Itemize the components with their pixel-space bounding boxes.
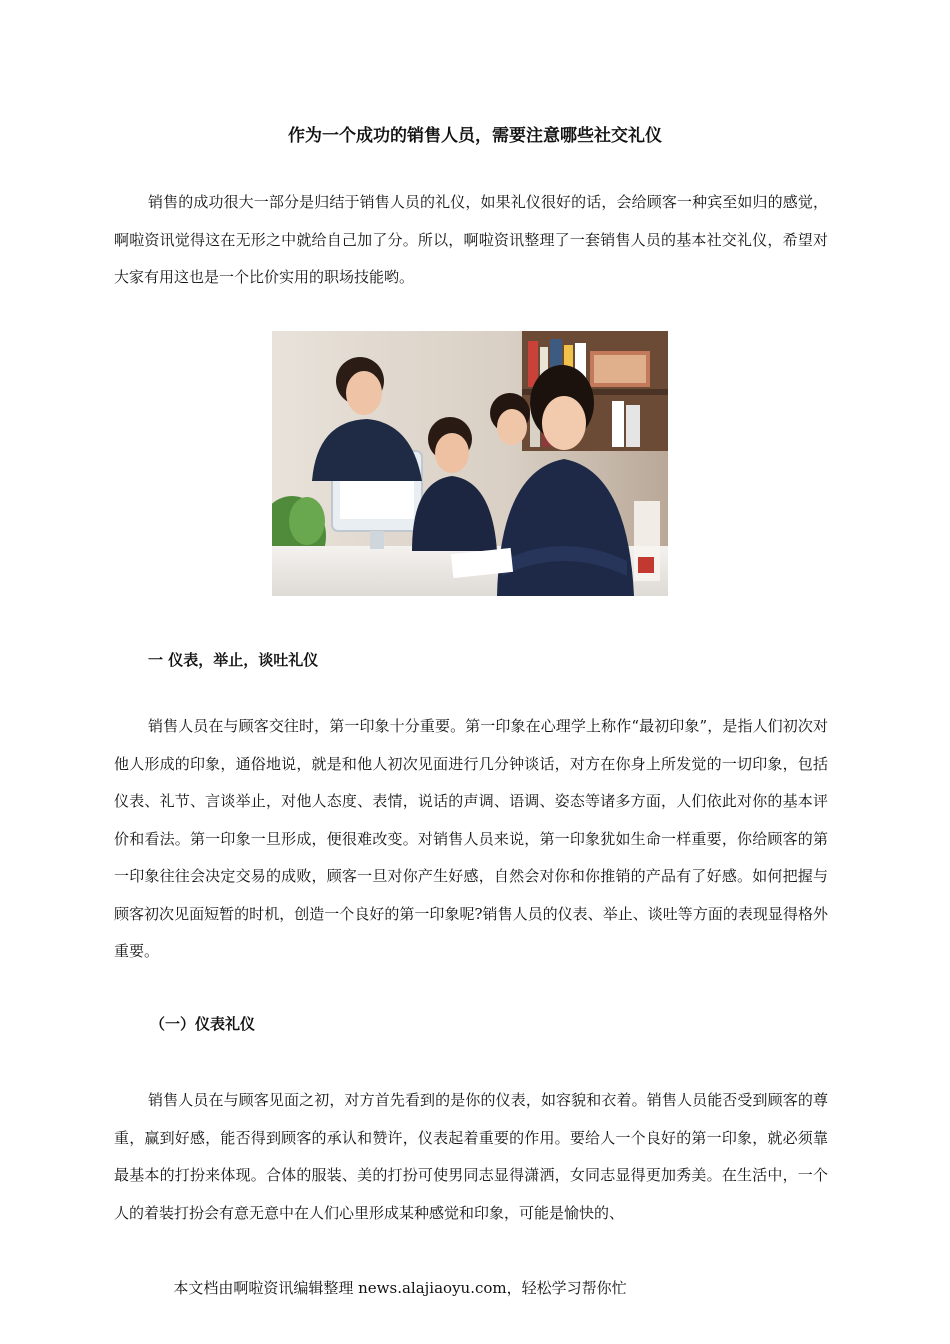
document-title: 作为一个成功的销售人员，需要注意哪些社交礼仪 xyxy=(288,126,662,146)
office-team-photo xyxy=(272,331,668,596)
intro-paragraph: 销售的成功很大一部分是归结于销售人员的礼仪，如果礼仪很好的话，会给顾客一种宾至如归的感觉，啊啦资讯觉得这在无形之中就给自己加了分。所以，啊啦资讯整理了一套销售人员的基本社交礼仪，希望对大家有用这也是一个比价实用的职场技能哟。 xyxy=(114,193,828,286)
page-footer: 本文档由啊啦资讯编辑整理 news.alajiaoyu.com，轻松学习帮你忙 xyxy=(173,1279,627,1297)
subsection-heading-1: （一）仪表礼仪 xyxy=(150,1015,256,1033)
section-heading-1: 一 仪表，举止，谈吐礼仪 xyxy=(148,651,319,669)
photo-illustration xyxy=(272,331,668,596)
subsection-1-paragraph: 销售人员在与顾客见面之初，对方首先看到的是你的仪表，如容貌和衣着。销售人员能否受到顾客的尊重，赢到好感，能否得到顾客的承认和赞许，仪表起着重要的作用。要给人一个良好的第一印象，就必须靠最基本的打扮来体现。合体的服装、美的打扮可使男同志显得潇洒，女同志显得更加秀美。在生活中，一个人的着装打扮会有意无意中在人们心里形成某种感觉和印象，可能是愉快的、 xyxy=(114,1091,828,1222)
section-1-paragraph: 销售人员在与顾客交往时，第一印象十分重要。第一印象在心理学上称作“最初印象”，是指人们初次对他人形成的印象，通俗地说，就是和他人初次见面进行几分钟谈话，对方在你身上所发觉的一切印象，包括仪表、礼节、言谈举止，对他人态度、表情，说话的声调、语调、姿态等诸多方面，人们依此对你的基本评价和看法。第一印象一旦形成，便很难改变。对销售人员来说，第一印象犹如生命一样重要，你给顾客的第一印象往往会决定交易的成败，顾客一旦对你产生好感，自然会对你和你推销的产品有了好感。如何把握与顾客初次见面短暂的时机，创造一个良好的第一印象呢?销售人员的仪表、举止、谈吐等方面的表现显得格外重要。 xyxy=(114,717,828,960)
